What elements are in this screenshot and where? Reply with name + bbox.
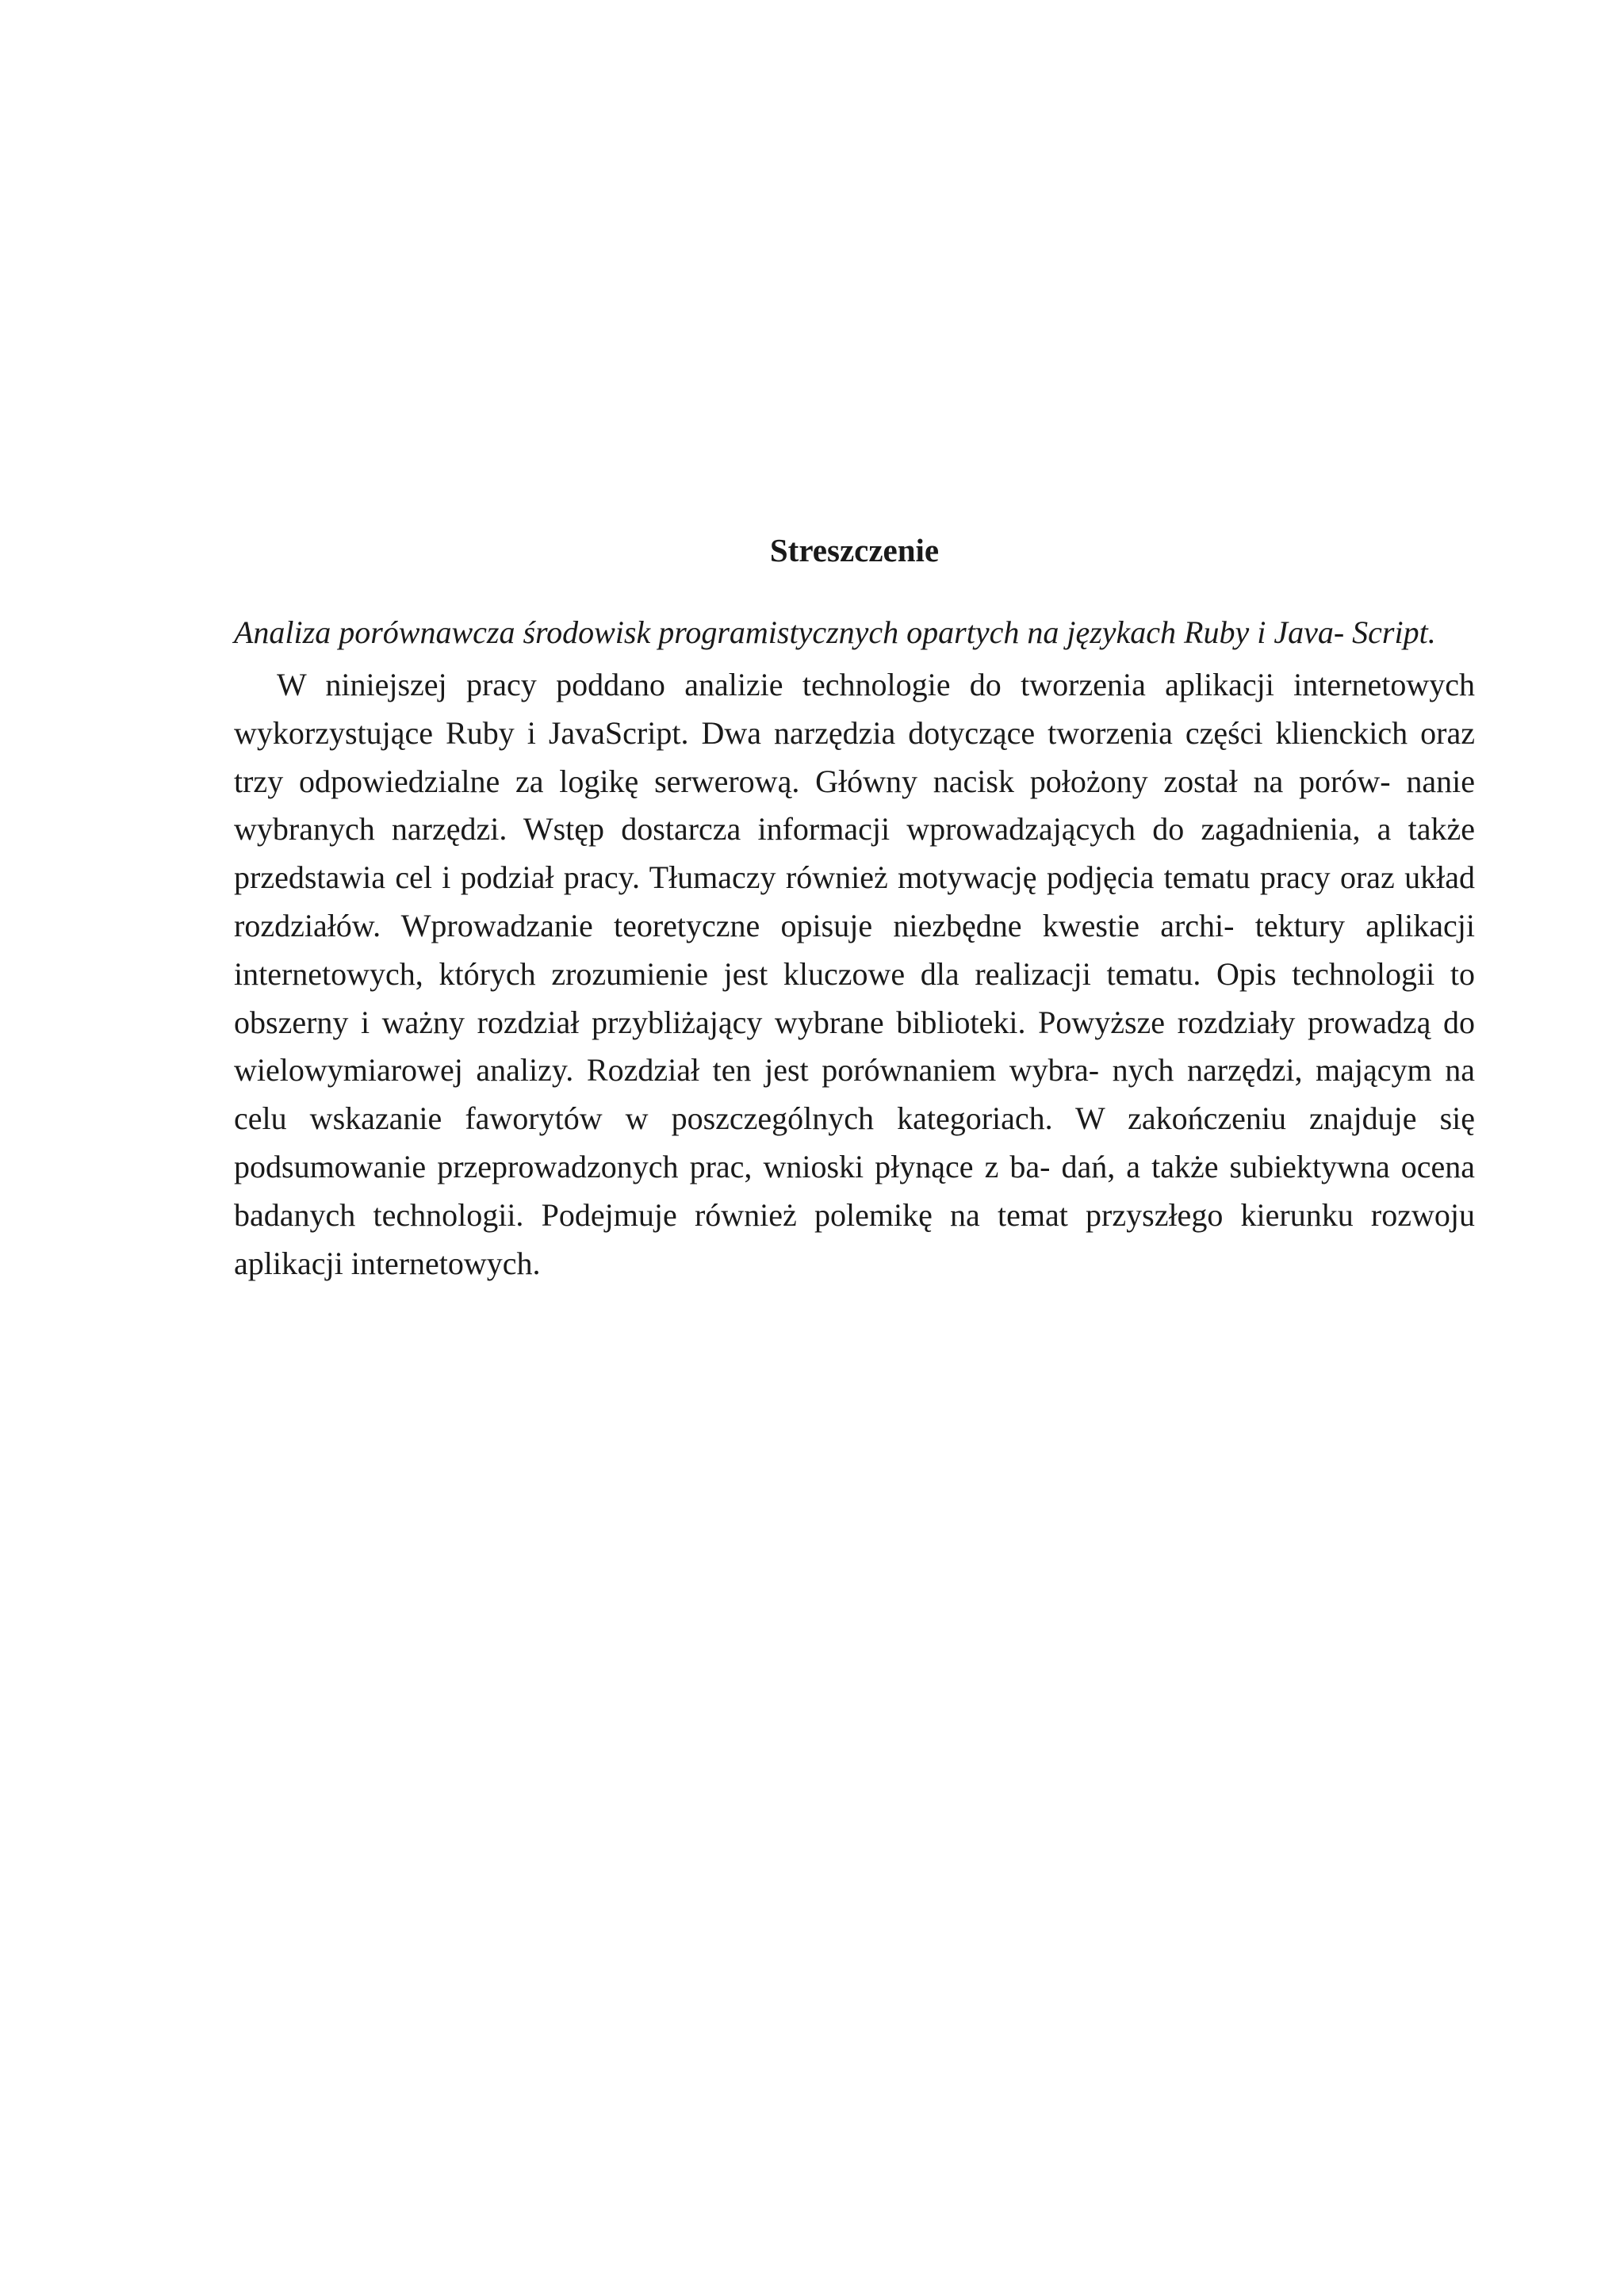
abstract-heading: Streszczenie xyxy=(769,532,940,568)
abstract-section xyxy=(234,526,1475,1288)
abstract-body: W niniejszej pracy poddano analizie technologie do tworzenia aplikacji internetowych wykorzystujące Ruby i JavaScript. Dwa narzędzia dotyczące tworzenia części klienckich oraz trzy odpowiedzialne za logikę serwerową. Główny nacisk położony został na porów- nanie wybranych narzędzi. Wstęp dostarcza informacji wprowadzających do zagadnienia, a także przedstawia cel i podział pracy. Tłumaczy również motywację podjęcia tematu pracy oraz układ rozdziałów. Wprowadzanie teoretyczne opisuje niezbędne kwestie archi- tektury aplikacji internetowych, których zrozumienie jest kluczowe dla realizacji tematu. Opis technologii to obszerny i ważny rozdział przybliżający wybrane biblioteki. Powyższe rozdziały prowadzą do wielowymiarowej analizy. Rozdział ten jest porównaniem wybra- nych narzędzi, mającym na celu wskazanie faworytów w poszczególnych kategoriach. W zakończeniu znajduje się podsumowanie przeprowadzonych prac, wnioski płynące z ba- dań, a także subiektywna ocena badanych technologii. Podejmuje również polemikę na temat przyszłego kierunku rozwoju aplikacji internetowych. xyxy=(234,667,1475,1281)
abstract-title: Analiza porównawcza środowisk programistycznych opartych na językach Ruby i Java- Script. xyxy=(234,614,1436,650)
